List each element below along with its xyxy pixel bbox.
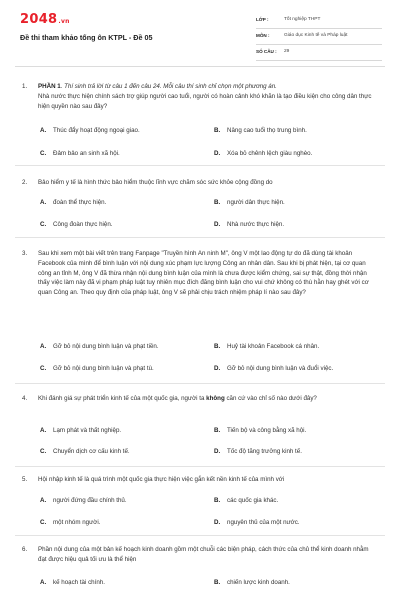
option-text: kế hoạch tài chính. — [53, 579, 105, 586]
option-a[interactable]: A. kế hoạch tài chính. — [40, 579, 105, 586]
negation-emphasis: không — [206, 395, 225, 402]
option-a[interactable]: A. đoàn thể thực hiện. — [40, 199, 107, 206]
option-d[interactable]: D. Gỡ bỏ nội dung bình luận và đuổi việc. — [214, 365, 334, 372]
exam-title: Đề thi tham khảo tống ôn KTPL - Đề 05 — [20, 33, 153, 42]
option-text: Đảm bảo an sinh xã hội. — [53, 150, 120, 157]
option-text: Nhà nước thực hiện. — [227, 221, 285, 228]
site-logo[interactable] — [20, 12, 70, 27]
option-c[interactable]: C. một nhóm người. — [40, 519, 101, 526]
meta-value: Tốt nghiệp THPT — [284, 17, 321, 22]
option-text: người đứng đầu chính thủ. — [53, 497, 127, 504]
option-a[interactable]: A. Gỡ bỏ nội dung bình luận và phạt tiền. — [40, 343, 159, 350]
option-d[interactable]: D. Tốc độ tăng trưởng kinh tế. — [214, 448, 302, 455]
option-b[interactable]: B. chiến lược kinh doanh. — [214, 579, 290, 586]
meta-key: LỚP : — [256, 17, 269, 22]
option-b[interactable]: B. Tiến bộ và công bằng xã hội. — [214, 427, 307, 434]
question-text: Khi đánh giá sự phát triển kinh tế của một quốc gia, người ta không căn cứ vào chỉ số nào dưới đây? — [38, 395, 317, 402]
meta-value: 29 — [284, 49, 290, 54]
option-c[interactable]: C. Đảm bảo an sinh xã hội. — [40, 150, 120, 157]
option-text: một nhóm người. — [53, 519, 101, 526]
question-text: Sau khi xem một bài viết trên trang Fanpage "Truyền hình An ninh M", ông V một lao động tự do đã dùng tài khoản Facebook của mình để bình luận với nội dung xúc phạm lực lượng Công an nhân dân. Sau khi bị phát hiện, tại cơ quan công an tỉnh M, ông V đã thừa nhận nội dung bình luận của mình là chưa được kiểm chứng, sai sự thật, đồng thời nhận thấy việc làm này đã vi phạm pháp luật tuy nhiên mục đích đăng bình luận cho vui chứ không có thù hằn hay ghét với cơ quan Công an. Theo quy định của pháp luật, ông V sẽ phải chịu trách nhiệm pháp lí nào sau đây? — [38, 250, 369, 297]
option-b[interactable]: B. Nâng cao tuổi thọ trung bình. — [214, 127, 307, 134]
option-text: Nâng cao tuổi thọ trung bình. — [227, 127, 307, 134]
option-c[interactable]: C. Gỡ bỏ nội dung bình luận và phạt tù. — [40, 365, 154, 372]
option-text: Tiến bộ và công bằng xã hội. — [227, 427, 307, 434]
question-text: Hội nhập kinh tế là quá trình một quốc gia thực hiện việc gắn kết nền kinh tế của mình với — [38, 476, 285, 483]
logo-suffix: .vn — [58, 18, 70, 25]
meta-value: Giáo dục Kinh tế và Pháp luật — [284, 33, 348, 38]
page-header — [0, 0, 400, 64]
option-text: Gỡ bỏ nội dung bình luận và đuổi việc. — [227, 365, 334, 372]
option-text: Gỡ bỏ nội dung bình luận và phạt tiền. — [53, 343, 159, 350]
option-a[interactable]: A. người đứng đầu chính thủ. — [40, 497, 127, 504]
option-d[interactable]: D. Nhà nước thực hiện. — [214, 221, 285, 228]
meta-key: MÔN : — [256, 33, 270, 38]
option-text: Huỷ tài khoản Facebook cá nhân. — [227, 343, 320, 350]
question-divider — [15, 535, 385, 536]
question-body: Nhà nước thực hiện chính sách trợ giúp người cao tuổi, người có hoàn cảnh khó khăn là tạo điều kiện cho công dân thực hiện quyền nào sau đây? — [38, 92, 372, 110]
question-divider — [15, 237, 385, 238]
option-a[interactable]: A. Lạm phát và thất nghiệp. — [40, 427, 122, 434]
option-text: Công đoàn thực hiện. — [53, 221, 113, 228]
question-number: 6. — [22, 546, 28, 553]
option-text: Xóa bỏ chênh lệch giàu nghèo. — [227, 150, 313, 157]
option-text: Chuyển dịch cơ cấu kinh tế. — [53, 448, 130, 455]
question-text: Phần nội dung của một bản kế hoạch kinh doanh gồm một chuỗi các biện pháp, cách thức của chủ thể kinh doanh nhằm đạt được hiệu quả tối ưu là thể hiện — [38, 546, 369, 563]
option-b[interactable]: B. các quốc gia khác. — [214, 497, 279, 504]
option-c[interactable]: C. Chuyển dịch cơ cấu kinh tế. — [40, 448, 130, 455]
option-c[interactable]: C. Công đoàn thực hiện. — [40, 221, 113, 228]
question-number: 4. — [22, 395, 28, 402]
part-label: PHẦN 1 — [38, 83, 61, 90]
meta-key: SỐ CÂU : — [256, 49, 277, 54]
option-text: đoàn thể thực hiện. — [53, 199, 107, 206]
option-text: nguyên thủ của một nước. — [227, 519, 300, 526]
meta-row-subject — [256, 29, 382, 45]
question-divider — [15, 466, 385, 467]
question-text — [38, 82, 378, 111]
exam-meta-table — [256, 13, 382, 61]
option-text: Tốc độ tăng trưởng kinh tế. — [227, 448, 302, 455]
question-divider — [15, 165, 385, 166]
option-text: Thúc đẩy hoạt động ngoại giao. — [53, 127, 140, 134]
option-d[interactable]: D. nguyên thủ của một nước. — [214, 519, 300, 526]
option-d[interactable]: D. Xóa bỏ chênh lệch giàu nghèo. — [214, 150, 313, 157]
option-text: chiến lược kinh doanh. — [227, 579, 290, 586]
question-number: 5. — [22, 476, 28, 483]
option-text: các quốc gia khác. — [227, 497, 279, 504]
meta-row-count — [256, 45, 382, 61]
header-divider — [15, 66, 385, 67]
question-divider — [15, 383, 385, 384]
option-a[interactable]: A. Thúc đẩy hoạt động ngoại giao. — [40, 127, 140, 134]
question-text: Bảo hiểm y tế là hình thức bảo hiểm thuộc lĩnh vực chăm sóc sức khỏe cộng đồng do — [38, 179, 273, 186]
option-text: Gỡ bỏ nội dung bình luận và phạt tù. — [53, 365, 154, 372]
question-number: 2. — [22, 179, 28, 186]
logo-text: 2048 — [20, 12, 58, 27]
option-text: người dân thực hiện. — [227, 199, 285, 206]
option-b[interactable]: B. Huỷ tài khoản Facebook cá nhân. — [214, 343, 320, 350]
option-b[interactable]: B. người dân thực hiện. — [214, 199, 285, 206]
meta-row-class — [256, 13, 382, 29]
part-instruction: . Thí sinh trả lời từ câu 1 đến câu 24. Mỗi câu thí sinh chỉ chọn một phương án. — [60, 83, 277, 90]
question-number: 3. — [22, 250, 28, 257]
option-text: Lạm phát và thất nghiệp. — [53, 427, 122, 434]
question-number: 1. — [22, 83, 28, 90]
